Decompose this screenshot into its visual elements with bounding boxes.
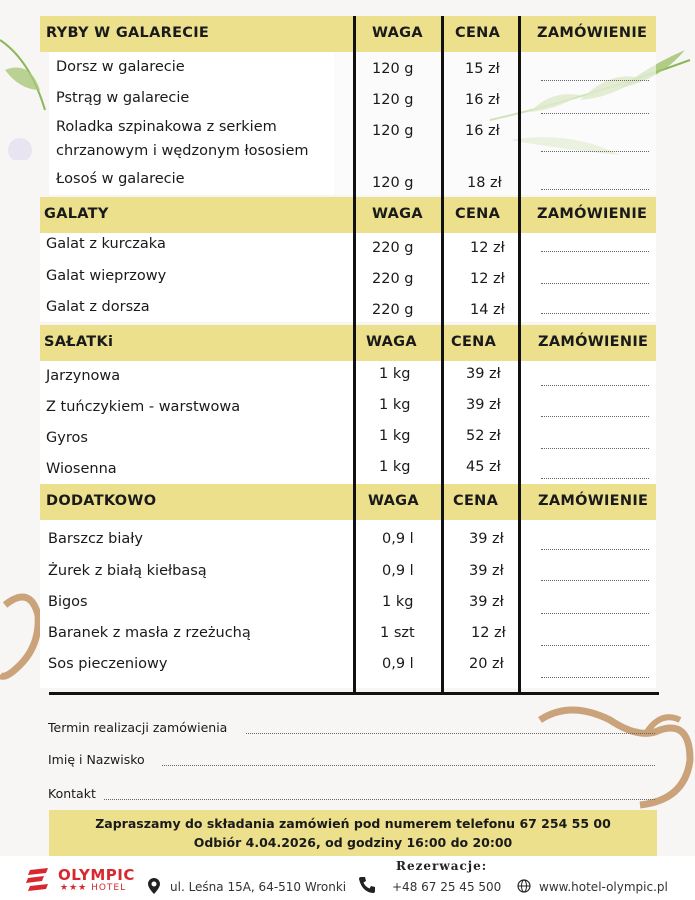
col-zamowienie: ZAMÓWIENIE bbox=[538, 334, 649, 350]
phone-number: +48 67 25 45 500 bbox=[392, 880, 502, 894]
item-name: Łosoś w galarecie bbox=[56, 171, 185, 187]
order-info-banner bbox=[49, 810, 657, 856]
item-cena: 12 zł bbox=[470, 240, 505, 256]
globe-icon bbox=[517, 879, 531, 893]
order-field[interactable] bbox=[541, 613, 649, 614]
brand-sub: ★★★ HOTEL bbox=[60, 883, 127, 893]
order-field[interactable] bbox=[541, 677, 649, 678]
item-waga: 220 g bbox=[372, 240, 414, 256]
item-cena: 15 zł bbox=[465, 61, 500, 77]
col-zamowienie: ZAMÓWIENIE bbox=[538, 493, 649, 509]
order-field[interactable] bbox=[541, 645, 649, 646]
item-cena: 20 zł bbox=[469, 656, 504, 672]
order-field[interactable] bbox=[541, 80, 649, 81]
item-waga: 1 kg bbox=[379, 459, 411, 475]
item-cena: 18 zł bbox=[467, 175, 502, 191]
table-bottom-rule bbox=[49, 692, 659, 695]
item-waga: 120 g bbox=[372, 175, 414, 191]
order-field[interactable] bbox=[541, 283, 649, 284]
banner-line-1: Zapraszamy do składania zamówień pod numerem telefonu 67 254 55 00 bbox=[95, 816, 611, 831]
termin-label: Termin realizacji zamówienia bbox=[48, 720, 228, 735]
rezerwacje-label: Rezerwacje: bbox=[396, 859, 488, 873]
col-waga: WAGA bbox=[372, 25, 423, 41]
section-header-dodatkowo bbox=[40, 484, 656, 520]
column-divider-1 bbox=[353, 16, 356, 694]
order-field[interactable] bbox=[541, 549, 649, 550]
item-cena: 39 zł bbox=[469, 531, 504, 547]
item-name: Jarzynowa bbox=[46, 368, 121, 384]
item-name: Galat wieprzowy bbox=[46, 268, 167, 284]
item-waga: 120 g bbox=[372, 92, 414, 108]
order-field[interactable] bbox=[541, 580, 649, 581]
item-name-line2: chrzanowym i wędzonym łososiem bbox=[56, 143, 309, 159]
column-divider-3 bbox=[518, 16, 521, 694]
item-cena: 12 zł bbox=[470, 271, 505, 287]
order-field[interactable] bbox=[541, 416, 649, 417]
brand-name: OLYMPIC bbox=[58, 866, 135, 884]
item-name: Sos pieczeniowy bbox=[48, 656, 168, 672]
item-name: Żurek z białą kiełbasą bbox=[48, 563, 207, 579]
item-waga: 0,9 l bbox=[382, 531, 414, 547]
order-field[interactable] bbox=[541, 113, 649, 114]
section-header-salatki bbox=[40, 325, 656, 361]
card-bg-3 bbox=[40, 361, 656, 487]
item-cena: 16 zł bbox=[465, 92, 500, 108]
item-cena: 39 zł bbox=[466, 366, 501, 382]
item-waga: 1 kg bbox=[382, 594, 414, 610]
item-cena: 12 zł bbox=[471, 625, 506, 641]
item-name: Barszcz biały bbox=[48, 531, 143, 547]
col-zamowienie: ZAMÓWIENIE bbox=[537, 206, 648, 222]
col-cena: CENA bbox=[453, 493, 499, 509]
col-cena: CENA bbox=[455, 25, 501, 41]
item-cena: 39 zł bbox=[469, 563, 504, 579]
banner-line-2: Odbiór 4.04.2026, od godziny 16:00 do 20:00 bbox=[193, 835, 513, 850]
col-cena: CENA bbox=[455, 206, 501, 222]
order-field[interactable] bbox=[541, 151, 649, 152]
item-waga: 0,9 l bbox=[382, 656, 414, 672]
item-name: Z tuńczykiem - warstwowa bbox=[46, 399, 241, 415]
order-field[interactable] bbox=[541, 251, 649, 252]
order-field[interactable] bbox=[541, 313, 649, 314]
item-waga: 0,9 l bbox=[382, 563, 414, 579]
imie-label: Imię i Nazwisko bbox=[48, 752, 145, 767]
olympic-logo-icon bbox=[24, 866, 52, 892]
item-name: Roladka szpinakowa z serkiem bbox=[56, 119, 277, 135]
item-waga: 1 kg bbox=[379, 397, 411, 413]
item-name: Galat z kurczaka bbox=[46, 236, 166, 252]
section-title: GALATY bbox=[44, 206, 109, 222]
item-waga: 120 g bbox=[372, 123, 414, 139]
col-waga: WAGA bbox=[372, 206, 423, 222]
termin-field[interactable] bbox=[246, 733, 655, 734]
item-cena: 39 zł bbox=[466, 397, 501, 413]
col-zamowienie: ZAMÓWIENIE bbox=[537, 25, 648, 41]
location-pin-icon bbox=[148, 878, 160, 894]
item-name: Baranek z masła z rzeżuchą bbox=[48, 625, 251, 641]
item-waga: 220 g bbox=[372, 271, 414, 287]
order-field[interactable] bbox=[541, 189, 649, 190]
order-field[interactable] bbox=[541, 448, 649, 449]
item-cena: 52 zł bbox=[466, 428, 501, 444]
order-field[interactable] bbox=[541, 385, 649, 386]
phone-icon bbox=[358, 876, 376, 894]
section-header-galaty bbox=[40, 197, 656, 233]
item-waga: 120 g bbox=[372, 61, 414, 77]
kontakt-label: Kontakt bbox=[48, 786, 96, 801]
section-title: DODATKOWO bbox=[46, 493, 157, 509]
item-cena: 14 zł bbox=[470, 302, 505, 318]
website[interactable]: www.hotel-olympic.pl bbox=[539, 880, 668, 894]
item-waga: 1 szt bbox=[380, 625, 415, 641]
kontakt-field[interactable] bbox=[104, 799, 655, 800]
item-cena: 39 zł bbox=[469, 594, 504, 610]
item-name: Bigos bbox=[48, 594, 88, 610]
section-header-ryby bbox=[40, 16, 656, 52]
item-cena: 45 zł bbox=[466, 459, 501, 475]
imie-field[interactable] bbox=[162, 765, 655, 766]
item-waga: 220 g bbox=[372, 302, 414, 318]
section-title: RYBY W GALARECIE bbox=[46, 25, 210, 41]
item-waga: 1 kg bbox=[379, 428, 411, 444]
section-title: SAŁATKi bbox=[44, 334, 114, 350]
item-name: Dorsz w galarecie bbox=[56, 59, 185, 75]
column-divider-2 bbox=[441, 16, 444, 694]
item-cena: 16 zł bbox=[465, 123, 500, 139]
col-waga: WAGA bbox=[368, 493, 419, 509]
item-name: Galat z dorsza bbox=[46, 299, 150, 315]
item-waga: 1 kg bbox=[379, 366, 411, 382]
decor-bunny-right bbox=[520, 700, 695, 810]
item-name: Gyros bbox=[46, 430, 88, 446]
order-field[interactable] bbox=[541, 478, 649, 479]
item-name: Pstrąg w galarecie bbox=[56, 90, 190, 106]
address: ul. Leśna 15A, 64-510 Wronki bbox=[170, 880, 347, 894]
col-waga: WAGA bbox=[366, 334, 417, 350]
item-name: Wiosenna bbox=[46, 461, 117, 477]
col-cena: CENA bbox=[451, 334, 497, 350]
footer bbox=[0, 856, 695, 900]
